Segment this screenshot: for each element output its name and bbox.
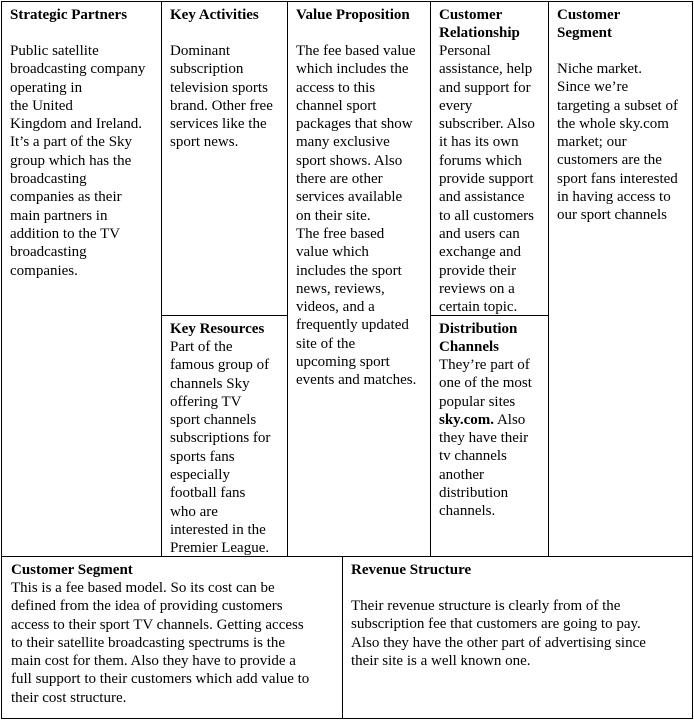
- text-line: there are other: [296, 171, 383, 188]
- text-line: reviews on a: [439, 280, 515, 297]
- customer-relationship-title: [439, 6, 542, 42]
- text-line: Kingdom and Ireland.: [10, 116, 143, 133]
- text-line: Personal: [439, 43, 491, 59]
- text-line: it has its own: [439, 134, 519, 151]
- text-line: who are: [170, 503, 218, 520]
- text-line: television sports: [170, 79, 268, 96]
- title-line: Customer: [557, 7, 621, 23]
- text-line: football fans: [170, 485, 246, 502]
- revenue-structure-title: Revenue Structure: [351, 562, 472, 578]
- text-line: popular sites: [439, 393, 516, 410]
- key-resources-text: [170, 338, 281, 558]
- key-activities-text: [170, 42, 281, 152]
- text-line: customers are the: [557, 152, 662, 169]
- text-line: channel sport: [296, 97, 377, 114]
- text-line: subscription fee that customers are going to pay.: [351, 616, 641, 633]
- text-line: every: [439, 97, 473, 114]
- key-resources-title: Key Resources: [170, 321, 265, 337]
- customer-segment-bottom-text: [11, 579, 336, 707]
- customer-segment-top-cell: [549, 1, 693, 556]
- text-line: includes the sport: [296, 262, 402, 279]
- text-line: Public satellite: [10, 43, 99, 59]
- text-line: value which: [296, 244, 369, 261]
- text-line: interested in the: [170, 521, 266, 538]
- text-line: targeting a subset of: [557, 97, 678, 114]
- revenue-structure-cell: [343, 556, 693, 719]
- text-line: defined from the idea of providing customers: [11, 598, 283, 615]
- text-line: channels Sky: [170, 375, 250, 392]
- text-line: many exclusive: [296, 134, 390, 151]
- text-line: assistance, help: [439, 61, 533, 78]
- text-line: another: [439, 466, 484, 483]
- text-line: Premier League.: [170, 540, 270, 557]
- text-line: sport news.: [170, 134, 239, 151]
- distribution-channels-title: [439, 320, 542, 356]
- text-fragment: Also: [494, 411, 526, 428]
- customer-segment-bottom-title: Customer Segment: [11, 562, 133, 578]
- text-line: subscriptions for: [170, 430, 271, 447]
- text-line: [439, 411, 542, 429]
- customer-segment-top-text: [557, 60, 686, 225]
- text-line: the United: [10, 97, 73, 114]
- text-line: Dominant: [170, 43, 230, 59]
- text-line: market; our: [557, 134, 627, 151]
- text-line: to their satellite broadcasting spectrums is the: [11, 634, 286, 651]
- text-line: Part of the: [170, 339, 233, 355]
- text-line: services available: [296, 189, 403, 206]
- text-line: broadcasting: [10, 244, 87, 261]
- text-line: and assistance: [439, 189, 525, 206]
- text-line: channels.: [439, 503, 496, 520]
- text-line: on their site.: [296, 207, 371, 224]
- text-line: access to this: [296, 79, 376, 96]
- distribution-channels-cell: [431, 316, 549, 556]
- title-line: Relationship: [439, 25, 520, 41]
- text-line: Their revenue structure is clearly from of the: [351, 598, 621, 614]
- revenue-structure-text: [351, 597, 686, 670]
- text-line: events and matches.: [296, 372, 417, 389]
- text-line: one of the most: [439, 375, 532, 392]
- text-line: upcoming sport: [296, 354, 390, 371]
- text-line: They’re part of: [439, 357, 530, 373]
- text-line: which includes the: [296, 61, 409, 78]
- text-line: sport fans interested: [557, 170, 678, 187]
- text-line: especially: [170, 467, 230, 484]
- text-line: exchange and: [439, 244, 522, 261]
- text-line: news, reviews,: [296, 280, 385, 297]
- key-activities-title: Key Activities: [170, 7, 259, 23]
- value-proposition-title: Value Proposition: [296, 7, 410, 23]
- text-line: to all customers: [439, 207, 534, 224]
- title-line: Distribution: [439, 321, 518, 337]
- key-resources-cell: [162, 316, 288, 556]
- customer-relationship-cell: [431, 1, 549, 316]
- text-line: forums which: [439, 152, 522, 169]
- text-line: sports fans: [170, 448, 235, 465]
- text-line: Also they have the other part of advertising since: [351, 634, 646, 651]
- text-line: videos, and a: [296, 299, 375, 316]
- text-line: and users can: [439, 225, 520, 242]
- text-line: certain topic.: [439, 299, 518, 316]
- text-line: tv channels: [439, 448, 507, 465]
- title-line: Customer: [439, 7, 503, 23]
- text-line: provide support: [439, 171, 534, 188]
- text-line: companies.: [10, 262, 78, 279]
- text-line: site of the: [296, 335, 356, 352]
- text-line: our sport channels: [557, 207, 667, 224]
- text-line: subscriber. Also: [439, 116, 535, 133]
- text-line: group which has the: [10, 152, 132, 169]
- text-line: main cost for them. Also they have to provide a: [11, 653, 296, 670]
- text-line: Since we’re: [557, 79, 629, 96]
- text-line: companies as their: [10, 189, 122, 206]
- text-line: full support to their customers which add value to: [11, 671, 310, 688]
- text-line: famous group of: [170, 357, 270, 374]
- text-line: The fee based value: [296, 43, 416, 59]
- strategic-partners-title: Strategic Partners: [10, 7, 128, 23]
- text-line: brand. Other free: [170, 97, 273, 114]
- text-line: operating in: [10, 79, 83, 96]
- customer-segment-top-title: [557, 6, 686, 42]
- distribution-channels-text: [439, 356, 542, 521]
- site-name: sky.com.: [439, 411, 495, 428]
- title-line: Segment: [557, 25, 612, 41]
- text-line: sport channels: [170, 412, 257, 429]
- text-line: services like the: [170, 116, 267, 133]
- strategic-partners-cell: [1, 1, 162, 556]
- text-line: Niche market.: [557, 61, 642, 77]
- text-line: provide their: [439, 262, 517, 279]
- text-line: frequently updated: [296, 317, 409, 334]
- text-line: This is a fee based model. So its cost can be: [11, 580, 275, 596]
- text-line: packages that show: [296, 116, 413, 133]
- text-line: access to their sport TV channels. Getting access: [11, 616, 304, 633]
- text-line: offering TV: [170, 393, 242, 410]
- text-line: their cost structure.: [11, 689, 127, 706]
- text-line: their site is a well known one.: [351, 652, 531, 669]
- text-line: It’s a part of the Sky: [10, 134, 133, 151]
- value-proposition-cell: [288, 1, 431, 556]
- strategic-partners-text: [10, 42, 155, 280]
- text-line: broadcasting: [10, 171, 87, 188]
- text-line: sport shows. Also: [296, 152, 403, 169]
- text-line: subscription: [170, 61, 244, 78]
- text-line: and support for: [439, 79, 531, 96]
- customer-segment-bottom-cell: [1, 556, 343, 719]
- text-line: addition to the TV: [10, 225, 121, 242]
- text-line: The free based: [296, 225, 385, 242]
- key-activities-cell: [162, 1, 288, 316]
- text-line: broadcasting company: [10, 61, 146, 78]
- text-line: distribution: [439, 485, 509, 502]
- customer-relationship-text: [439, 42, 542, 316]
- text-line: in having access to: [557, 189, 671, 206]
- title-line: Channels: [439, 339, 500, 355]
- text-line: they have their: [439, 430, 529, 447]
- text-line: the whole sky.com: [557, 115, 669, 132]
- text-line: main partners in: [10, 207, 108, 224]
- value-proposition-text: [296, 42, 424, 390]
